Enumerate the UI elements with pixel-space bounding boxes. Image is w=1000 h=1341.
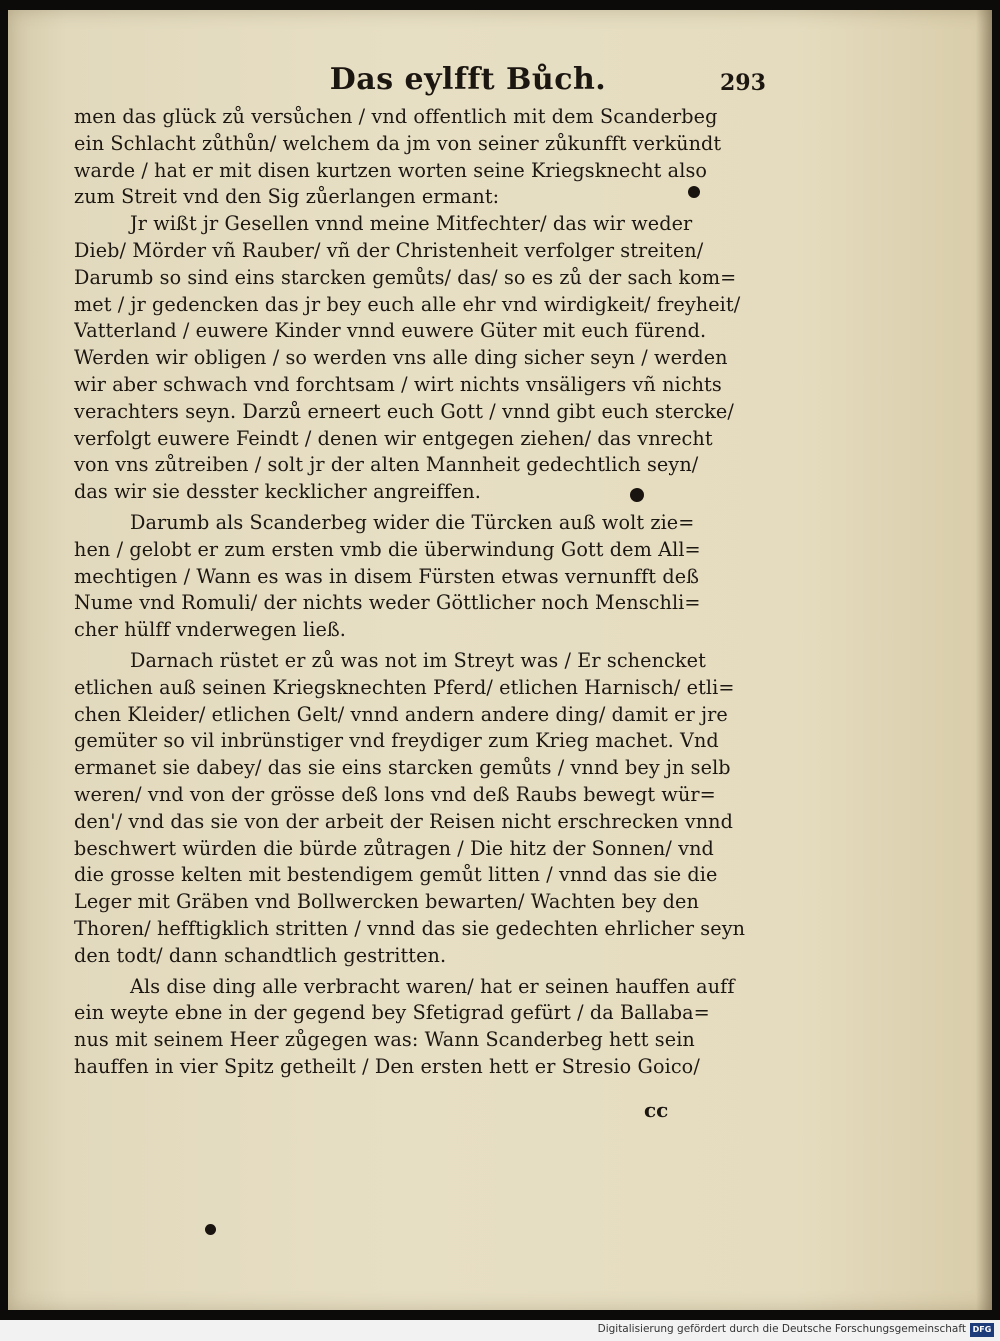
text-line: weren/ vnd von der grösse deß lons vnd deß Raubs bewegt wür= — [74, 782, 716, 806]
page-edge-shadow — [976, 10, 992, 1310]
text-line: Darumb als Scanderbeg wider die Türcken auß wolt zie= — [130, 510, 695, 534]
text-line: ein Schlacht zůthůn/ welchem da jm von seiner zůkunfft verkündt — [74, 131, 722, 155]
text-line: Leger mit Gräben vnd Bollwercken bewarten/ Wachten bey den — [74, 890, 699, 914]
text-line: von vns zůtreiben / solt jr der alten Mannheit gedechtlich seyn/ — [74, 453, 699, 477]
text-line: warde / hat er mit disen kurtzen worten seine Kriegsknecht also — [74, 158, 708, 182]
ink-spot — [630, 488, 644, 502]
text-line: mechtigen / Wann es was in disem Fürsten etwas vernunfft deß — [74, 564, 700, 588]
text-line: hauffen in vier Spitz getheilt / Den ersten hett er Stresio Goico/ — [74, 1054, 700, 1078]
text-line: met / jr gedencken das jr bey euch alle ehr vnd wirdigkeit/ freyheit/ — [74, 292, 741, 316]
catchword: cc — [644, 1098, 669, 1122]
text-line: ermanet sie dabey/ das sie eins starcken gemůts / vnnd bey jn selb — [74, 756, 731, 780]
text-line: men das glück zů versůchen / vnd offentlich mit dem Scanderbeg — [74, 105, 718, 128]
text-line: Dieb/ Mörder vñ Rauber/ vñ der Christenheit verfolger streiten/ — [74, 238, 704, 262]
funding-notice: Digitalisierung gefördert durch die Deutsche Forschungsgemeinschaft — [597, 1323, 966, 1335]
text-line: Als dise ding alle verbracht waren/ hat er seinen hauffen auff — [130, 974, 735, 998]
text-line: ein weyte ebne in der gegend bey Sfetigrad gefürt / da Ballaba= — [74, 1001, 710, 1025]
text-line: beschwert würden die bürde zůtragen / Die hitz der Sonnen/ vnd — [74, 836, 714, 860]
text-line: den todt/ dann schandtlich gestritten. — [74, 943, 447, 967]
book-page — [8, 10, 992, 1310]
dfg-logo: DFG — [970, 1323, 994, 1337]
running-title: Das eylfft Bůch. — [329, 62, 607, 97]
text-line: chen Kleider/ etlichen Gelt/ vnnd andern andere ding/ damit er jre — [74, 702, 728, 726]
text-line: die grosse kelten mit bestendigem gemůt litten / vnnd das sie die — [74, 863, 718, 887]
text-line: etlichen auß seinen Kriegsknechten Pferd/ etlichen Harnisch/ etli= — [74, 675, 735, 699]
text-line: Nume vnd Romuli/ der nichts weder Göttlicher noch Menschli= — [74, 591, 701, 615]
text-line: den'/ vnd das sie von der arbeit der Reisen nicht erschrecken vnnd — [74, 809, 734, 833]
digitization-footer — [0, 1320, 1000, 1341]
body-text — [74, 104, 774, 1081]
text-line: das wir sie desster kecklicher angreiffen. — [74, 480, 481, 504]
ink-spot — [205, 1224, 216, 1235]
text-line: hen / gelobt er zum ersten vmb die überwindung Gott dem All= — [74, 537, 701, 561]
text-line: verachters seyn. Darzů erneert euch Gott / vnnd gibt euch stercke/ — [74, 399, 734, 423]
text-line: Vatterland / euwere Kinder vnnd euwere Güter mit euch fürend. — [74, 319, 707, 343]
text-line: Jr wißt jr Gesellen vnnd meine Mitfechter/ das wir weder — [130, 212, 693, 236]
text-line: Werden wir obligen / so werden vns alle ding sicher seyn / werden — [74, 346, 728, 370]
text-line: gemüter so vil inbrünstiger vnd freydiger zum Krieg machet. Vnd — [74, 729, 719, 753]
text-line: Darumb so sind eins starcken gemůts/ das/ so es zů der sach kom= — [74, 265, 737, 289]
text-line: Thoren/ hefftigklich stritten / vnnd das sie gedechten ehrlicher seyn — [74, 916, 746, 940]
text-line: cher hülff vnderwegen ließ. — [74, 618, 347, 642]
text-line: verfolgt euwere Feindt / denen wir entgegen ziehen/ das vnrecht — [74, 426, 713, 450]
text-line: zum Streit vnd den Sig zůerlangen ermant: — [74, 185, 500, 209]
ink-spot — [688, 186, 700, 198]
text-line: Darnach rüstet er zů was not im Streyt was / Er schencket — [130, 648, 706, 672]
page-number: 293 — [720, 70, 766, 96]
text-line: nus mit seinem Heer zůgegen was: Wann Scanderbeg hett sein — [74, 1028, 695, 1052]
text-line: wir aber schwach vnd forchtsam / wirt nichts vnsäligers vñ nichts — [74, 372, 722, 396]
